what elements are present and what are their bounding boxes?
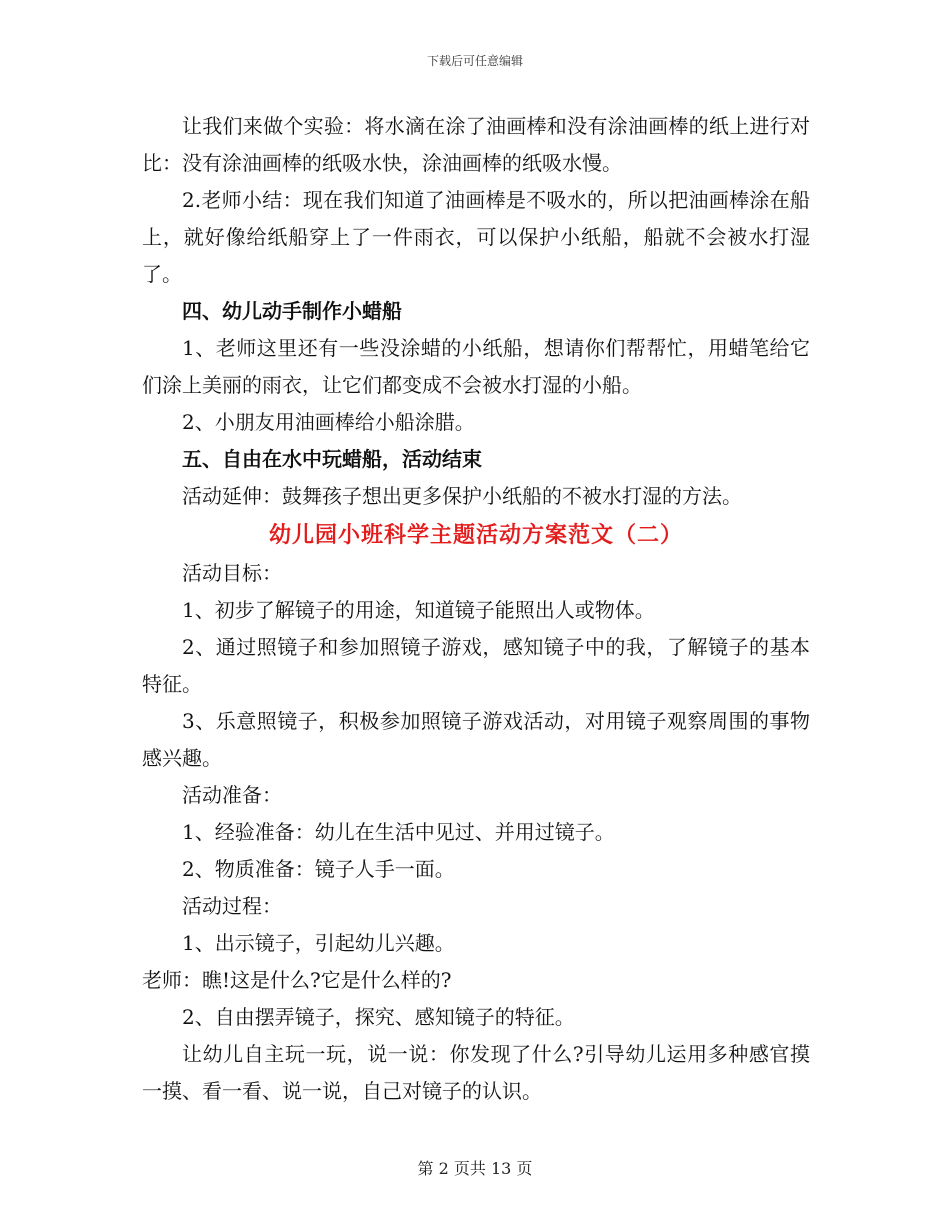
process-item-2: 2、自由摆弄镜子，探究、感知镜子的特征。 bbox=[182, 1005, 575, 1029]
document-title: 幼儿园小班科学主题活动方案范文（二） bbox=[268, 522, 683, 548]
prep-item-1: 1、经验准备：幼儿在生活中见过、并用过镜子。 bbox=[182, 820, 615, 844]
paragraph-step-1: 1、老师这里还有一些没涂蜡的小纸船，想请你们帮帮忙，用蜡笔给它们涂上美丽的雨衣，让它们都变成不会被水打湿的小船。 bbox=[142, 336, 810, 397]
paragraph-explore: 让幼儿自主玩一玩，说一说：你发现了什么?引导幼儿运用多种感官摸一摸、看一看、说一说，自己对镜子的认识。 bbox=[142, 1042, 810, 1103]
label-activity-process: 活动过程： bbox=[182, 894, 282, 918]
label-activity-prep: 活动准备： bbox=[182, 783, 282, 807]
page-header: 下载后可任意编辑 bbox=[426, 54, 523, 68]
paragraph-step-2: 2、小朋友用油画棒给小船涂腊。 bbox=[182, 410, 475, 434]
paragraph-extension: 活动延伸：鼓舞孩子想出更多保护小纸船的不被水打湿的方法。 bbox=[182, 484, 742, 508]
goal-item-1: 1、初步了解镜子的用途，知道镜子能照出人或物体。 bbox=[182, 598, 655, 622]
section-heading-4: 四、幼儿动手制作小蜡船 bbox=[182, 299, 402, 323]
prep-item-2: 2、物质准备：镜子人手一面。 bbox=[182, 857, 455, 881]
goal-item-2: 2、通过照镜子和参加照镜子游戏，感知镜子中的我，了解镜子的基本特征。 bbox=[142, 635, 810, 696]
document-body bbox=[142, 108, 810, 1110]
process-item-1: 1、出示镜子，引起幼儿兴趣。 bbox=[182, 931, 455, 955]
paragraph-teacher-summary: 2.老师小结：现在我们知道了油画棒是不吸水的，所以把油画棒涂在船上，就好像给纸船穿上了一件雨衣，可以保护小纸船，船就不会被水打湿了。 bbox=[142, 188, 810, 286]
teacher-dialogue: 老师：瞧!这是什么?它是什么样的? bbox=[142, 968, 452, 992]
paragraph-experiment: 让我们来做个实验：将水滴在涂了油画棒和没有涂油画棒的纸上进行对比：没有涂油画棒的纸吸水快，涂油画棒的纸吸水慢。 bbox=[142, 114, 810, 175]
page-footer: 第 2 页共 13 页 bbox=[417, 1159, 533, 1178]
label-activity-goals: 活动目标： bbox=[182, 561, 282, 585]
goal-item-3: 3、乐意照镜子，积极参加照镜子游戏活动，对用镜子观察周围的事物感兴趣。 bbox=[142, 709, 810, 770]
section-heading-5: 五、自由在水中玩蜡船，活动结束 bbox=[182, 447, 482, 471]
